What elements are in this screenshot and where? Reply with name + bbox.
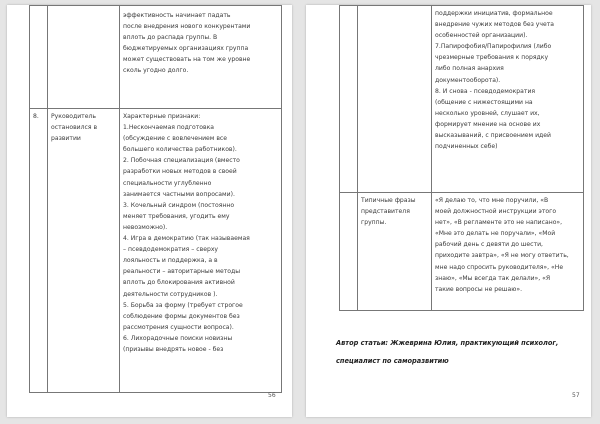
text-line: «Мне это делать не поручали», «Мой <box>435 230 556 238</box>
row-number: 8. <box>33 113 39 120</box>
text-line: 7.Папирофобия/Папирофилия (либо <box>435 43 552 51</box>
group-name-cell <box>48 109 120 393</box>
text-line: «Я делаю то, что мне поручили, «В <box>435 197 549 204</box>
text-line: 5. Борьба за форму (требует строгое <box>123 301 243 309</box>
text-line: подчиненных себе) <box>435 143 498 151</box>
group-name-line: остановился в <box>51 124 98 132</box>
table-row-phrases <box>340 193 584 311</box>
left-table <box>29 5 282 393</box>
text-line: либо полная анархия <box>435 65 504 73</box>
text-line: может существовать на том же уровне <box>123 56 251 64</box>
text-line: (общение с нижестоящими на <box>435 98 533 106</box>
features-cell <box>120 109 282 393</box>
table-row-continuation <box>30 6 282 109</box>
text-line: разработки новых методов в своей <box>123 168 237 176</box>
text-line: высказываний, с присвоением идей <box>435 132 551 140</box>
text-line: деятельности сотрудников ). <box>123 290 218 298</box>
text-line: 2. Побочная специализация (вместо <box>123 157 240 165</box>
table-row-8 <box>30 109 282 393</box>
text-line: моей должностной инструкции этого <box>435 208 557 216</box>
text-line: приходите завтра», «Я не могу ответить, <box>435 252 569 260</box>
text-line: 8. И снова - псевдодемократия <box>435 87 536 95</box>
text-line: (обсуждение с вовлечением все <box>123 135 228 143</box>
text-line: 6. Лихорадочные поиски новизны <box>123 334 233 342</box>
author-line: Автор статьи: Жжеврина Юлия, практикующий психолог, <box>336 339 559 347</box>
text-line: большего количества работников). <box>123 146 237 154</box>
text-line: вплоть до распада группы. В <box>123 34 218 42</box>
text-line: лояльность и поддержка, а в <box>123 257 218 265</box>
text-line: бюджетируемых организациях группа <box>123 45 249 53</box>
text-line: специальности углубленно <box>123 179 212 187</box>
text-line: после внедрения нового конкурентами <box>123 23 251 31</box>
text-line: – псевдодемократия – сверху <box>123 246 219 254</box>
text-line: рабочий день с девяти до шести, <box>435 241 543 249</box>
text-line: реальности – авторитарные методы <box>123 268 241 276</box>
phrases-label-line: группы. <box>361 219 387 227</box>
text-line: занимается частными вопросами). <box>123 190 235 198</box>
text-line: 3. Кочельный синдром (постоянно <box>123 201 235 209</box>
empty-cell <box>340 193 358 311</box>
table-row-continuation <box>340 6 584 193</box>
page-number: 56 <box>268 392 276 399</box>
text-line: Характерные признаки: <box>123 113 201 120</box>
text-line: рассмотрения сущности вопроса). <box>123 323 234 331</box>
page-number: 57 <box>572 392 580 399</box>
text-line: нет», «В регламенте это не написано», <box>435 219 563 227</box>
group-name-line: Руководитель <box>51 113 96 120</box>
empty-cell <box>30 6 48 109</box>
text-line: эффективность начинает падать <box>123 12 231 19</box>
text-line: чрезмерные требования к порядку <box>435 54 549 62</box>
right-table <box>339 5 584 311</box>
text-line: меняет требования, угодить ему <box>123 212 230 220</box>
text-line: несколько уровней, слушает их, <box>435 109 540 117</box>
empty-cell <box>48 6 120 109</box>
text-line: мне надо спросить руководителя», «Не <box>435 263 564 271</box>
empty-cell <box>358 6 432 193</box>
text-line: невозможно). <box>123 223 168 231</box>
author-line: специалист по саморазвитию <box>336 357 449 365</box>
text-line: поддержки инициатив, формальное <box>435 10 553 17</box>
text-line: 4. Игра в демократию (так называемая <box>123 235 250 243</box>
text-line: внедрение чужих методов без учета <box>435 21 555 29</box>
empty-cell <box>340 6 358 193</box>
phrases-label-line: представителя <box>361 208 410 216</box>
continuation-cell <box>432 6 584 193</box>
group-name-line: развитии <box>51 135 81 143</box>
continuation-cell <box>120 6 282 109</box>
right-page <box>306 5 591 417</box>
left-page <box>7 5 292 417</box>
row-number-cell <box>30 109 48 393</box>
phrases-label-line: Типичные фразы <box>361 197 416 204</box>
text-line: особенностей организации). <box>435 32 528 40</box>
text-line: 1.Нескончаемая подготовка <box>123 124 215 132</box>
author-credit <box>336 334 576 370</box>
text-line: вплоть до блокирования активной <box>123 279 235 287</box>
text-line: (призывы внедрять новое - без <box>123 345 224 353</box>
text-line: формирует мнение на основе их <box>435 120 541 128</box>
phrases-cell <box>432 193 584 311</box>
text-line: документооборота). <box>435 76 501 84</box>
text-line: знаю», «Мы всегда так делали», «Я <box>435 274 551 282</box>
text-line: такие вопросы не решаю». <box>435 285 523 293</box>
phrases-label-cell <box>358 193 432 311</box>
text-line: сколь угодно долго. <box>123 67 189 75</box>
text-line: соблюдение формы документов без <box>123 312 240 320</box>
